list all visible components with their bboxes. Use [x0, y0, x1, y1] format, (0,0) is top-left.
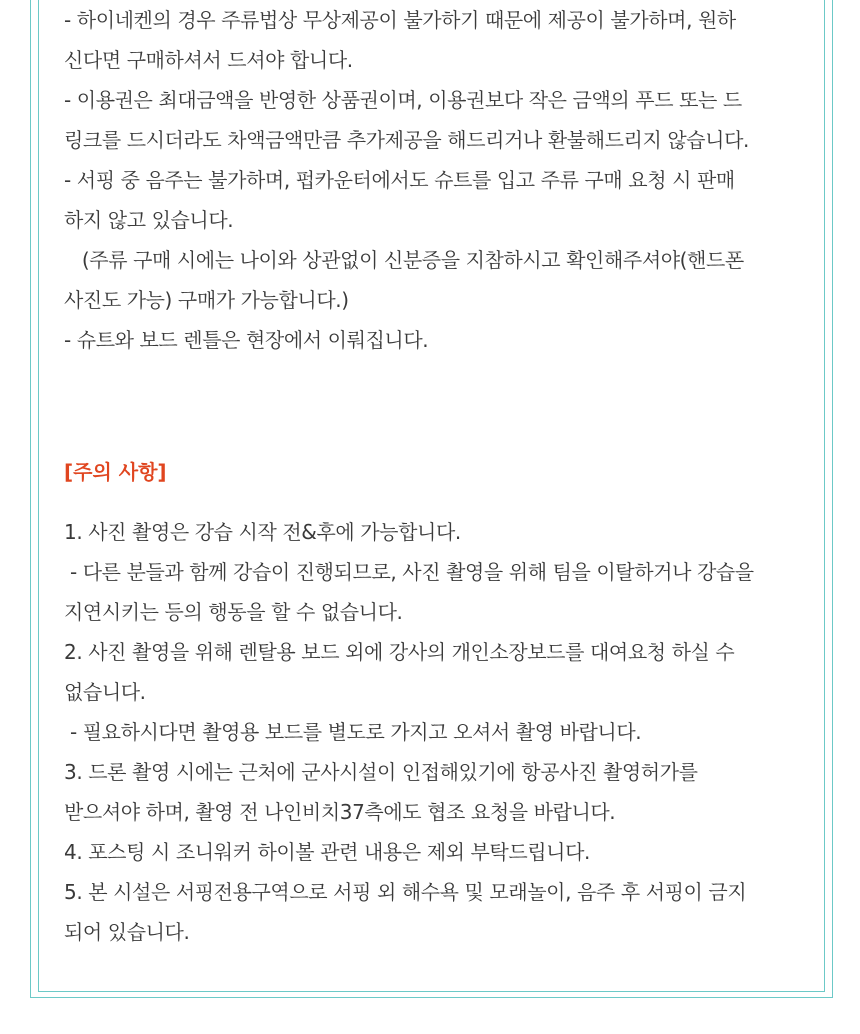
caution-line: - 다른 분들과 함께 강습이 진행되므로, 사진 촬영을 위해 팀을 이탈하거나 강습을: [64, 560, 754, 584]
text-line: 신다면 구매하셔서 드셔야 합니다.: [64, 48, 353, 72]
text-line: (주류 구매 시에는 나이와 상관없이 신분증을 지참하시고 확인해주셔야(핸드폰: [64, 248, 744, 272]
caution-line: - 필요하시다면 촬영용 보드를 별도로 가지고 오셔서 촬영 바랍니다.: [64, 720, 642, 744]
caution-line: 2. 사진 촬영을 위해 렌탈용 보드 외에 강사의 개인소장보드를 대여요청 하실 수: [64, 640, 735, 664]
caution-line: 받으셔야 하며, 촬영 전 나인비치37측에도 협조 요청을 바랍니다.: [64, 800, 616, 824]
caution-heading: [주의 사항]: [64, 460, 167, 484]
caution-line: 3. 드론 촬영 시에는 근처에 군사시설이 인접해있기에 항공사진 촬영허가를: [64, 760, 698, 784]
caution-line: 되어 있습니다.: [64, 920, 190, 944]
caution-line: 1. 사진 촬영은 강습 시작 전&후에 가능합니다.: [64, 520, 461, 544]
text-line: 링크를 드시더라도 차액금액만큼 추가제공을 해드리거나 환불해드리지 않습니다.: [64, 128, 749, 152]
usage-notes-block: [64, 0, 824, 360]
caution-line: 지연시키는 등의 행동을 할 수 없습니다.: [64, 600, 403, 624]
text-line: - 서핑 중 음주는 불가하며, 펍카운터에서도 슈트를 입고 주류 구매 요청 시 판매: [64, 168, 735, 192]
caution-list: [64, 512, 824, 952]
text-line: - 이용권은 최대금액을 반영한 상품권이며, 이용권보다 작은 금액의 푸드 또는 드: [64, 88, 742, 112]
text-line: 사진도 가능) 구매가 가능합니다.): [64, 288, 349, 312]
caution-line: 없습니다.: [64, 680, 146, 704]
notice-content: [64, 0, 824, 952]
text-line: - 슈트와 보드 렌틀은 현장에서 이뤄집니다.: [64, 328, 429, 352]
text-line: - 하이네켄의 경우 주류법상 무상제공이 불가하기 때문에 제공이 불가하며, 원하: [64, 8, 736, 32]
caution-line: 5. 본 시설은 서핑전용구역으로 서핑 외 해수욕 및 모래놀이, 음주 후 서핑이 금지: [64, 880, 747, 904]
caution-line: 4. 포스팅 시 조니워커 하이볼 관련 내용은 제외 부탁드립니다.: [64, 840, 590, 864]
text-line: 하지 않고 있습니다.: [64, 208, 234, 232]
